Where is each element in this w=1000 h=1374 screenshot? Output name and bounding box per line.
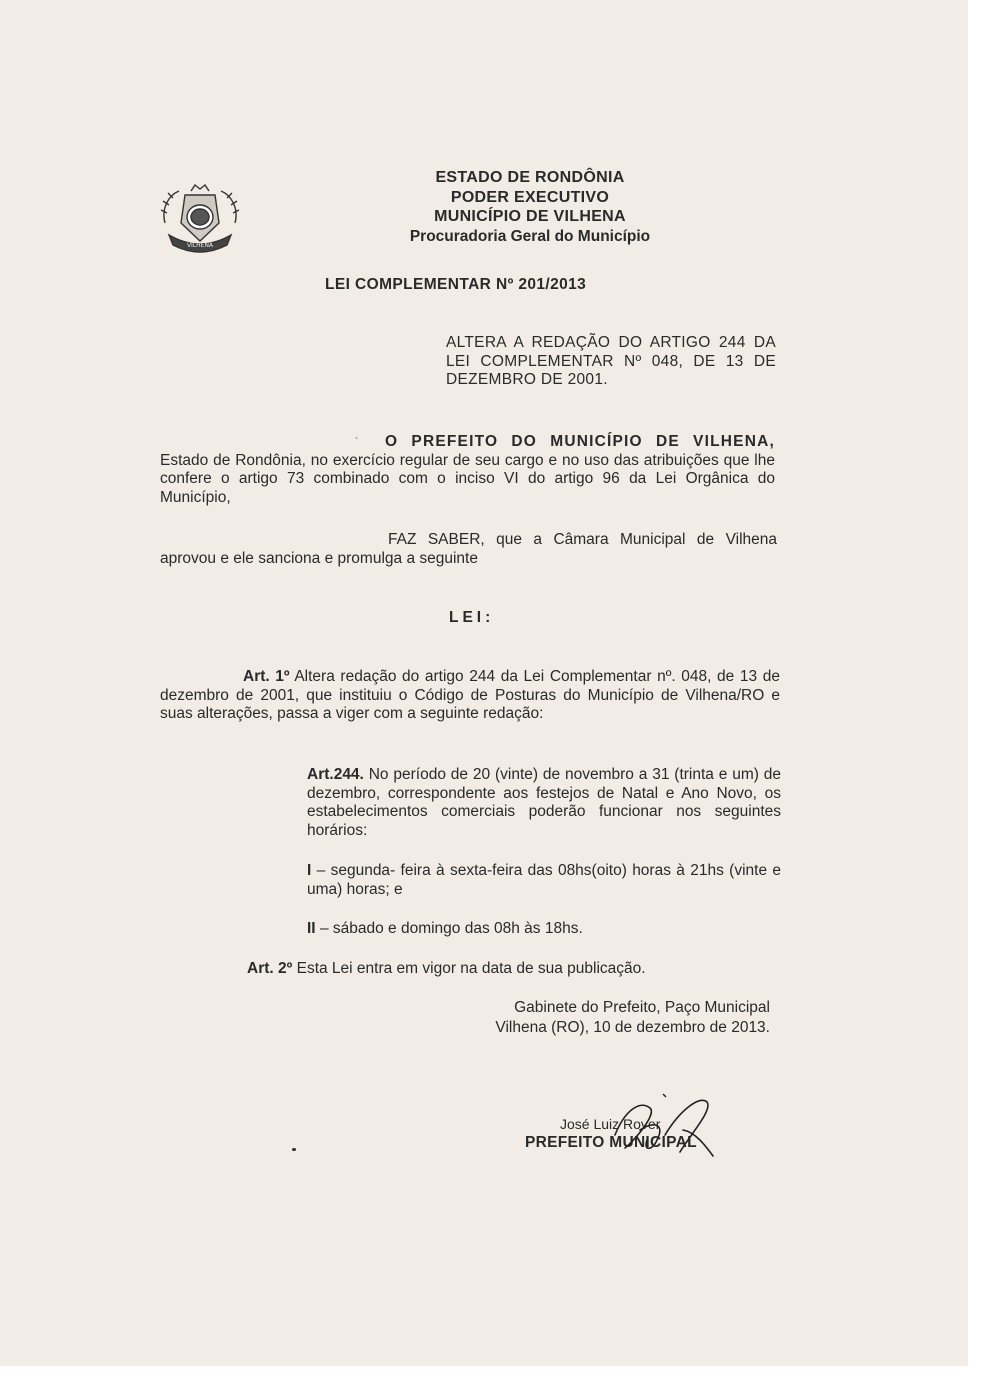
article-244 <box>307 766 781 840</box>
article-1-label: Art. 1º <box>243 668 290 685</box>
preamble-lead: O PREFEITO DO MUNICÍPIO DE VILHENA, <box>385 433 775 450</box>
closing-date: Vilhena (RO), 10 de dezembro de 2013. <box>495 1019 770 1036</box>
ink-dot <box>292 1148 296 1151</box>
inciso-2-text: – sábado e domingo das 08h às 18hs. <box>319 920 583 937</box>
inciso-2-label: II <box>307 920 316 937</box>
article-1-text: Altera redação do artigo 244 da Lei Complementar nº. 048, de 13 de dezembro de 2001, que instituiu o Código de Posturas do Município de Vilhena/RO e suas alterações, passa a viger com a seguinte redação: <box>160 668 780 722</box>
signatory-name: José Luiz Rover <box>560 1116 661 1132</box>
article-2-label: Art. 2º <box>247 960 293 977</box>
municipal-seal-icon <box>155 183 245 257</box>
article-2-text: Esta Lei entra em vigor na data de sua publicação. <box>296 960 646 977</box>
state-name: ESTADO DE RONDÔNIA <box>435 169 625 186</box>
faz-saber-paragraph <box>160 531 777 568</box>
law-summary: ALTERA A REDAÇÃO DO ARTIGO 244 DA LEI COMPLEMENTAR Nº 048, DE 13 DE DEZEMBRO DE 2001. <box>446 334 776 388</box>
closing-block <box>430 998 770 1038</box>
lei-heading: LEI: <box>449 609 495 626</box>
closing-place: Gabinete do Prefeito, Paço Municipal <box>514 999 770 1016</box>
municipality-name: MUNICÍPIO DE VILHENA <box>434 208 626 225</box>
article-2 <box>247 960 777 979</box>
article-244-text: No período de 20 (vinte) de novembro a 31 (trinta e um) de dezembro, correspondente aos festejos de Natal e Ano Novo, os estabelecimentos comerciais poderão funcionar nos seguintes horários: <box>307 766 782 839</box>
preamble-body: Estado de Rondônia, no exercício regular de seu cargo e no uso das atribuições que lhe confere o artigo 73 combinado com o inciso VI do artigo 96 da Lei Orgânica do Município, <box>160 451 775 506</box>
law-title: LEI COMPLEMENTAR Nº 201/2013 <box>325 276 587 293</box>
pen-mark: ˎ <box>355 428 359 440</box>
preamble-paragraph <box>160 433 775 507</box>
handwritten-signature-icon <box>595 1090 725 1165</box>
inciso-1 <box>307 862 781 899</box>
faz-saber-text: FAZ SABER, que a Câmara Municipal de Vilhena aprovou e ele sanciona e promulga a seguinte <box>160 531 777 567</box>
inciso-2 <box>307 920 781 939</box>
article-1 <box>160 668 780 724</box>
document-header <box>360 168 700 246</box>
inciso-1-label: I <box>307 862 312 879</box>
svg-text:VILHENA: VILHENA <box>186 242 214 249</box>
inciso-1-text: – segunda- feira à sexta-feira das 08hs(oito) horas à 21hs (vinte e uma) horas; e <box>307 862 781 898</box>
power-name: PODER EXECUTIVO <box>450 188 610 206</box>
signatory-title: PREFEITO MUNICIPAL <box>525 1134 697 1151</box>
article-244-label: Art.244. <box>307 766 364 783</box>
office-name: Procuradoria Geral do Município <box>409 227 651 245</box>
